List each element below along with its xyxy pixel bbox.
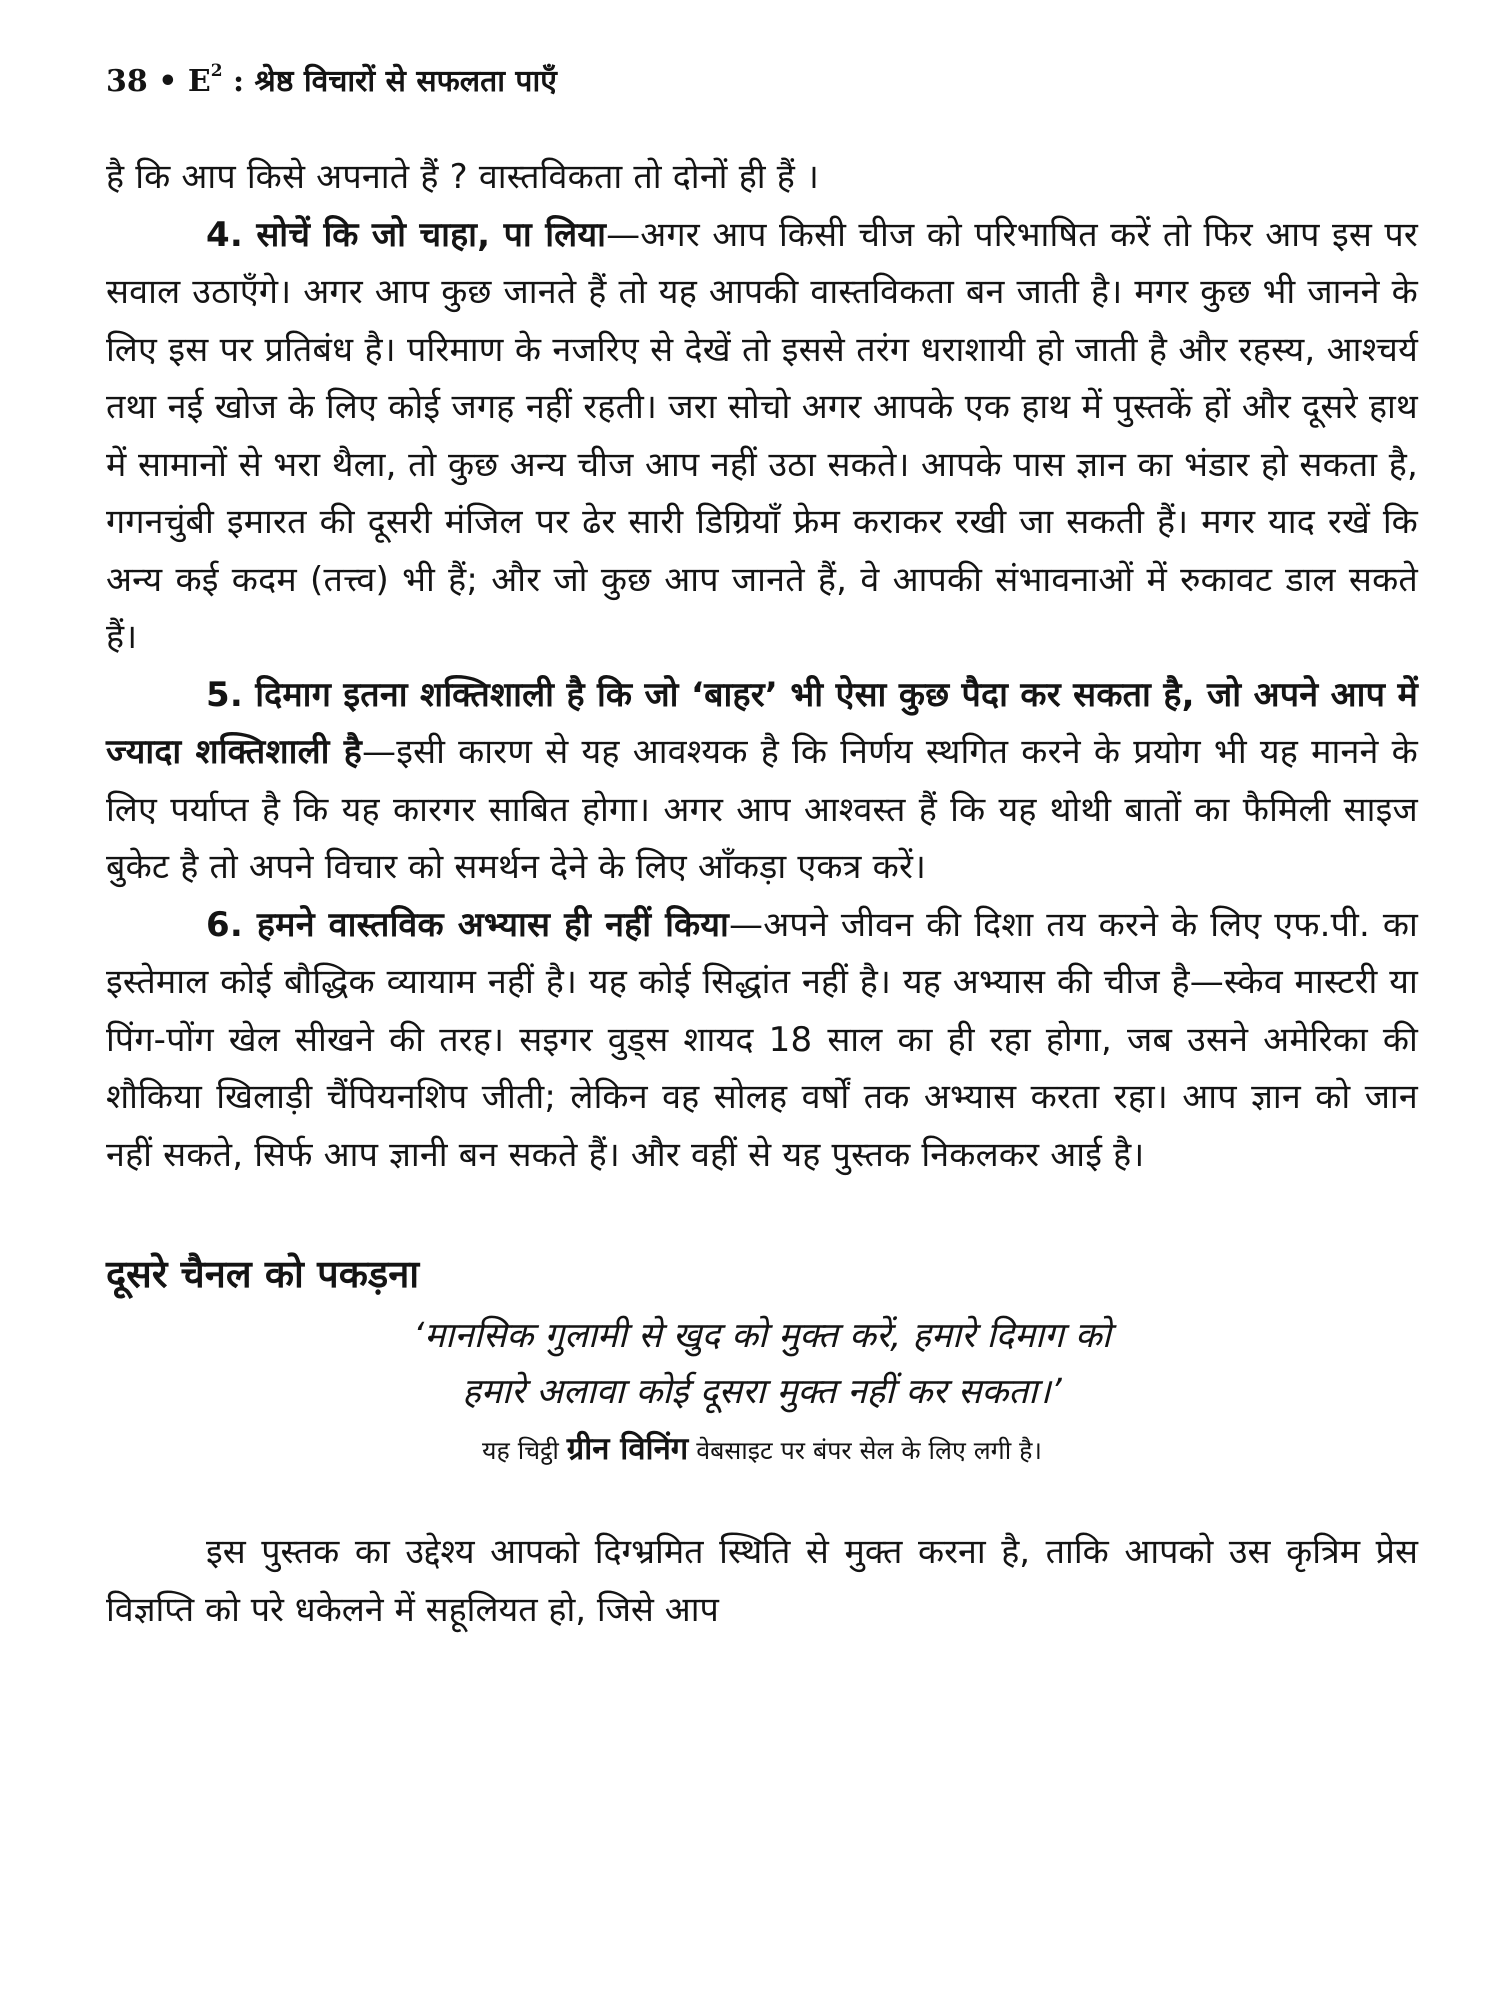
paragraph-4-heading: 4. सोचें कि जो चाहा, पा लिया [206, 214, 607, 255]
running-header [106, 50, 1418, 107]
website-name: ग्रीन विनिंग [566, 1431, 689, 1467]
paragraph-6-heading: 6. हमने वास्तविक अभ्यास ही नहीं किया [206, 904, 730, 945]
book-page [106, 50, 1418, 1639]
paragraph-4-text: —अगर आप किसी चीज को परिभाषित करें तो फिर आप इस पर सवाल उठाएँगे। अगर आप कुछ जानते हैं तो यह आपकी वास्तविकता बन जाती है। मगर कुछ भी जानने के लिए इस पर प्रतिबंध है। परिमाण के नजरिए से देखें तो इससे तरंग धराशायी हो जाती है और रहस्य, आश्चर्य तथा नई खोज के लिए कोई जगह नहीं रहती। जरा सोचो अगर आपके एक हाथ में पुस्तकें हों और दूसरे हाथ में सामानों से भरा थैला, तो कुछ अन्य चीज आप नहीं उठा सकते। आपके पास ज्ञान का भंडार हो सकता है, गगनचुंबी इमारत की दूसरी मंजिल पर ढेर सारी डिग्रियाँ फ्रेम कराकर रखी जा सकती हैं। मगर याद रखें कि अन्य कई कदम (तत्त्व) भी हैं; और जो कुछ आप जानते हैं, वे आपकी संभावनाओं में रुकावट डाल सकते हैं। [106, 214, 1418, 657]
closing-paragraph: इस पुस्तक का उद्देश्य आपको दिग्भ्रमित स्थिति से मुक्त करना है, ताकि आपको उस कृत्रिम प्रेस विज्ञप्ति को परे धकेलने में सहूलियत हो, जिसे आप [106, 1532, 1418, 1630]
continuation-paragraph: है कि आप किसे अपनाते हैं ? वास्तविकता तो दोनों ही हैं । [106, 157, 820, 197]
paragraph-6 [106, 897, 1418, 1185]
closing-text [106, 1524, 1418, 1639]
body-text [106, 149, 1418, 1184]
paragraph-6-text: —अपने जीवन की दिशा तय करने के लिए एफ.पी. का इस्तेमाल कोई बौद्धिक व्यायाम नहीं है। यह कोई सिद्धांत नहीं है। यह अभ्यास की चीज है—स्केव मास्टरी या पिंग-पोंग खेल सीखने की तरह। सइगर वुड्स शायद 18 साल का ही रहा होगा, जब उसने अमेरिका की शौकिया खिलाड़ी चैंपियनशिप जीती; लेकिन वह सोलह वर्षों तक अभ्यास करता रहा। आप ज्ञान को जान नहीं सकते, सिर्फ आप ज्ञानी बन सकते हैं। और वहीं से यह पुस्तक निकलकर आई है। [106, 904, 1419, 1175]
epigraph-line-2: हमारे अलावा कोई दूसरा मुक्त नहीं कर सकता।’ [462, 1372, 1062, 1412]
book-title: : श्रेष्ठ विचारों से सफलता पाएँ [233, 64, 557, 99]
epigraph-note: यह चिट्ठी ग्रीन विनिंग वेबसाइट पर बंपर सेल के लिए लगी है। [482, 1431, 1042, 1467]
paragraph-5 [106, 667, 1418, 897]
paragraph-4 [106, 207, 1418, 667]
paragraph-5-heading: 5. दिमाग इतना शक्तिशाली है कि जो ‘बाहर’ भी ऐसा कुछ पैदा कर सकता है, जो अपने आप में ज्यादा शक्तिशाली है [106, 674, 1418, 772]
epigraph-line-1: ‘मानसिक गुलामी से खुद को मुक्त करें, हमारे दिमाग को [413, 1316, 1111, 1356]
section-heading: दूसरे चैनल को पकड़ना [106, 1252, 420, 1296]
paragraph-5-text: —इसी कारण से यह आवश्यक है कि निर्णय स्थगित करने के प्रयोग भी यह मानने के लिए पर्याप्त है कि यह कारगर साबित होगा। अगर आप आश्वस्त हैं कि यह थोथी बातों का फैमिली साइज बुकेट है तो अपने विचार को समर्थन देने के लिए आँकड़ा एकत्र करें। [106, 732, 1418, 887]
page-number: 38 • [106, 64, 178, 99]
series-mark: $E^2$ [187, 61, 223, 99]
epigraph [106, 1308, 1418, 1480]
